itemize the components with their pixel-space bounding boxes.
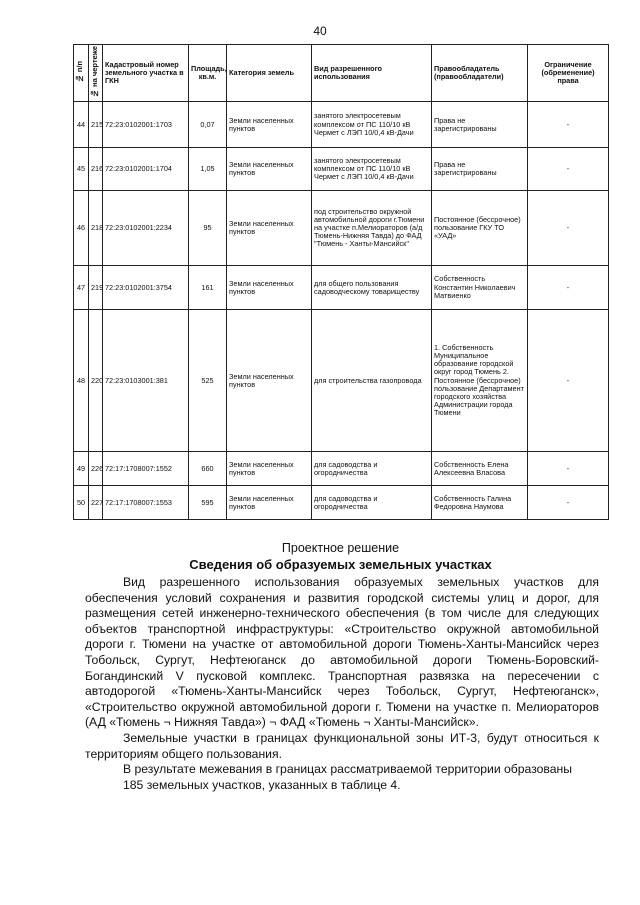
cell-category: Земли населенных пунктов	[227, 191, 312, 266]
header-permitted-use: Вид разрешенного использования	[312, 45, 432, 102]
table-row	[74, 310, 609, 452]
cell-cadastral: 72:23:0102001:2234	[103, 191, 189, 266]
cell-owner: Права не зарегистрированы	[432, 102, 528, 148]
cell-permitted-use: занятого электросетевым комплексом от ПС 110/10 кВ Чермет с ЛЭП 10/0,4 кВ-Дачи	[312, 148, 432, 191]
cell-row-no: 50	[74, 486, 89, 520]
cell-row-no: 45	[74, 148, 89, 191]
cell-cadastral: 72:23:0102001:1704	[103, 148, 189, 191]
cell-permitted-use: занятого электросетевым комплексом от ПС 110/10 кВ Чермет с ЛЭП 10/0,4 кВ-Дачи	[312, 102, 432, 148]
cell-area: 0,07	[189, 102, 227, 148]
cell-row-no: 44	[74, 102, 89, 148]
cell-row-no: 46	[74, 191, 89, 266]
table-row	[74, 452, 609, 486]
cell-area: 595	[189, 486, 227, 520]
cell-area: 161	[189, 266, 227, 310]
header-owner: Правообладатель (правообладатели)	[432, 45, 528, 102]
cell-drawing-no: 227	[89, 486, 103, 520]
header-cadastral: Кадастровый номер земельного участка в ГКН	[103, 45, 189, 102]
paragraph: Вид разрешенного использования образуемых земельных участков для обеспечения условий сохранения и развития городской системы улиц и дорог, для размещения сетей инженерно-технического обеспечения (в том числе для следующих объектов транспортной инфраструктуры: «Строительство окружной автомобильной дороги г. Тюмени на участке от автомобильной дороги Тюмень-Ханты-Мансийск через Тобольск, Сургут, Нефтеюганск до автомобильной дороги Тюмень-Боровский-Богандинский V пусковой комплекс. Транспортная развязка на пересечении с автодорогой «Тюмень-Ханты-Мансийск через Тобольск, Сургут, Нефтеюганск», «Строительство окружной автомобильной дороги г. Тюмени на участке п. Мелиораторов (АД «Тюмень ¬ Нижняя Тавда») ¬ ФАД «Тюмень ¬ Ханты-Мансийск».	[85, 575, 599, 730]
cell-owner: Собственность Константин Николаевич Матвиенко	[432, 266, 528, 310]
cell-area: 1,05	[189, 148, 227, 191]
cell-drawing-no: 219	[89, 266, 103, 310]
cell-category: Земли населенных пунктов	[227, 486, 312, 520]
header-restriction: Ограничение (обременение) права	[528, 45, 609, 102]
table-row	[74, 148, 609, 191]
land-plots-table	[73, 44, 609, 520]
cell-row-no: 47	[74, 266, 89, 310]
section-heading-project-decision: Проектное решение	[281, 541, 400, 555]
cell-drawing-no: 226	[89, 452, 103, 486]
cell-drawing-no: 220	[89, 310, 103, 452]
table-row	[74, 486, 609, 520]
paragraph: Земельные участки в границах функциональной зоны ИТ-3, будут относиться к территориям общего пользования.	[85, 730, 599, 761]
cell-cadastral: 72:17:1708007:1553	[103, 486, 189, 520]
table-row	[74, 266, 609, 310]
cell-row-no: 48	[74, 310, 89, 452]
cell-restriction: -	[528, 310, 609, 452]
cell-owner: Собственность Галина Федоровна Наумова	[432, 486, 528, 520]
cell-restriction: -	[528, 266, 609, 310]
cell-cadastral: 72:23:0102001:1703	[103, 102, 189, 148]
cell-permitted-use: под строительство окружной автомобильной дороги г.Тюмени на участке п.Мелиораторов (а/д Тюмень-Нижняя Тавда) до ФАД "Тюмень - Ханты-Мансийск"	[312, 191, 432, 266]
cell-permitted-use: для строительства газопровода	[312, 310, 432, 452]
cell-owner: Собственность Елена Алексеевна Власова	[432, 452, 528, 486]
cell-cadastral: 72:23:0103001:381	[103, 310, 189, 452]
cell-cadastral: 72:23:0102001:3754	[103, 266, 189, 310]
cell-area: 660	[189, 452, 227, 486]
header-category: Категория земель	[227, 45, 312, 102]
table-row	[74, 102, 609, 148]
section-heading-land-plots: Сведения об образуемых земельных участках	[189, 557, 492, 572]
page-number: 40	[313, 24, 327, 38]
cell-area: 525	[189, 310, 227, 452]
cell-area: 95	[189, 191, 227, 266]
cell-drawing-no: 218	[89, 191, 103, 266]
cell-permitted-use: для общего пользования садоводческому товариществу	[312, 266, 432, 310]
cell-cadastral: 72:17:1708007:1552	[103, 452, 189, 486]
cell-category: Земли населенных пунктов	[227, 102, 312, 148]
header-area: Площадь, кв.м.	[189, 45, 227, 102]
paragraph: 185 земельных участков, указанных в таблице 4.	[123, 777, 401, 792]
cell-permitted-use: для садоводства и огородничества	[312, 452, 432, 486]
table-row	[74, 191, 609, 266]
cell-restriction: -	[528, 486, 609, 520]
cell-permitted-use: для садоводства и огородничества	[312, 486, 432, 520]
cell-drawing-no: 215	[89, 102, 103, 148]
cell-owner: Права не зарегистрированы	[432, 148, 528, 191]
cell-restriction: -	[528, 148, 609, 191]
cell-restriction: -	[528, 191, 609, 266]
cell-category: Земли населенных пунктов	[227, 266, 312, 310]
header-row-no: № п/п	[74, 45, 89, 102]
paragraph: В результате межевания в границах рассматриваемой территории образованы	[123, 762, 573, 777]
cell-category: Земли населенных пунктов	[227, 452, 312, 486]
cell-row-no: 49	[74, 452, 89, 486]
cell-category: Земли населенных пунктов	[227, 148, 312, 191]
section-body	[85, 575, 599, 793]
cell-restriction: -	[528, 452, 609, 486]
table-header-row	[74, 45, 609, 102]
cell-drawing-no: 216	[89, 148, 103, 191]
cell-restriction: -	[528, 102, 609, 148]
header-drawing-no: № на чертеже	[89, 45, 103, 102]
cell-category: Земли населенных пунктов	[227, 310, 312, 452]
cell-owner: Постоянное (бессрочное) пользование ГКУ ТО «УАД»	[432, 191, 528, 266]
cell-owner: 1. Собственность Муниципальное образование городской округ город Тюмень 2. Постоянное (бессрочное) пользование Департамент городского хозяйства Администрации города Тюмени	[432, 310, 528, 452]
